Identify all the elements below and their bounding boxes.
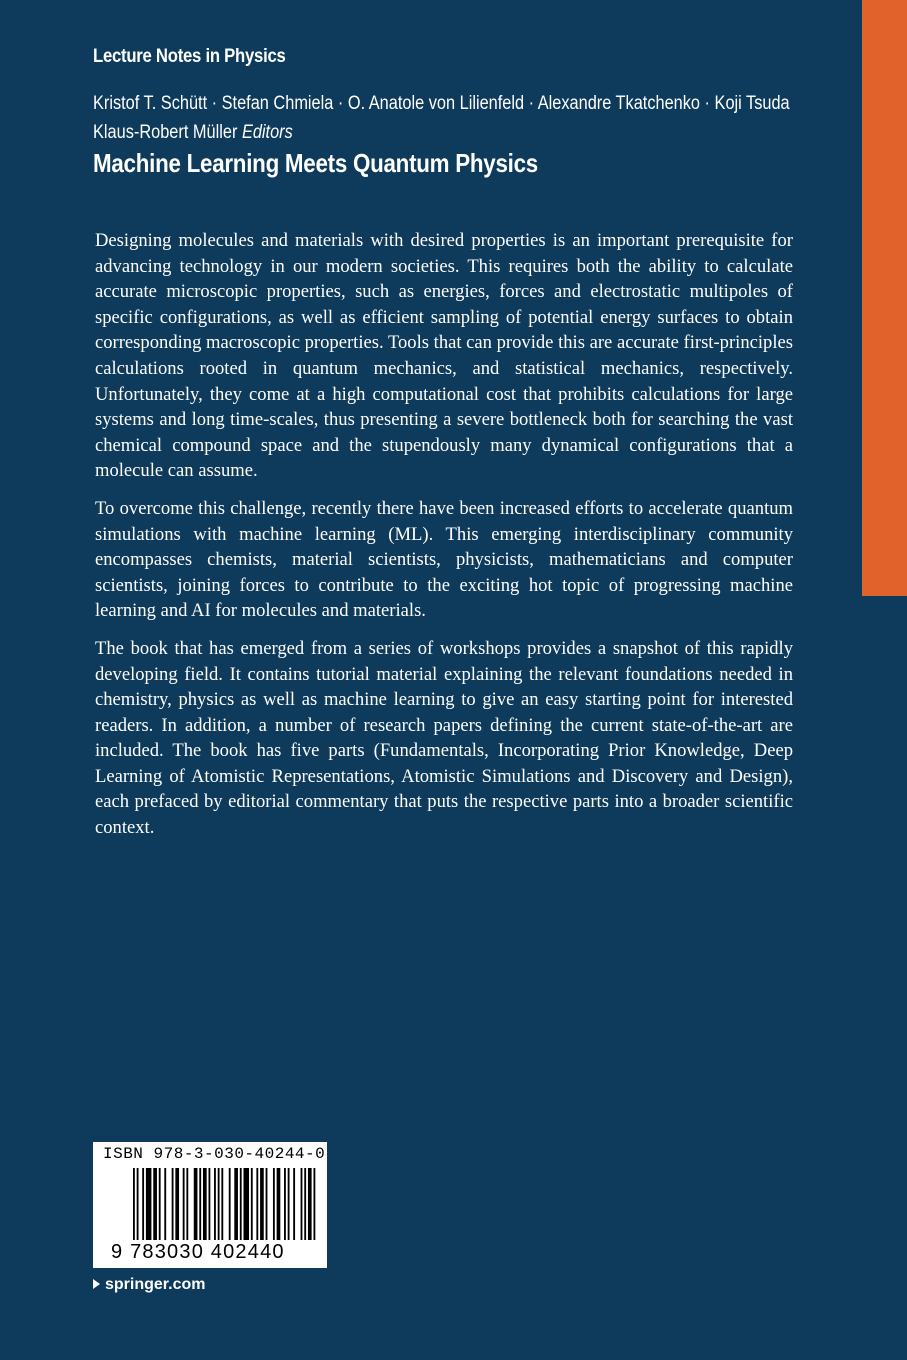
isbn-label: ISBN 978-3-030-40244-0 [103, 1145, 326, 1163]
book-title: Machine Learning Meets Quantum Physics [93, 148, 538, 178]
authors-line-2 [93, 118, 781, 147]
editors-list [93, 89, 790, 147]
barcode-icon [133, 1168, 319, 1240]
authors-line-1: Kristof T. Schütt · Stefan Chmiela · O. Anatole von Lilienfeld · Alexandre Tkatchenko · Koji Tsuda [93, 93, 790, 114]
orange-accent-bar [862, 0, 907, 596]
description-paragraph-3: The book that has emerged from a series of workshops provides a snapshot of this rapidly developing field. It contains tutorial material explaining the relevant foundations needed in chemistry, physics as well as machine learning to give an easy starting point for interested readers. In addition, a number of research papers defining the current state-of-the-art are included. The book has five parts (Fundamentals, Incorporating Prior Knowledge, Deep Learning of Atomistic Representations, Atomistic Simulations and Discovery and Design), each prefaced by editorial commentary that puts the respective parts into a broader scientific context. [95, 637, 793, 839]
isbn-barcode-block [93, 1142, 327, 1268]
editors-role-label: Editors [241, 122, 293, 143]
description-paragraph-2: To overcome this challenge, recently there have been increased efforts to accelerate quantum simulations with machine learning (ML). This emerging interdisciplinary community encompasses chemists, material scientists, physicists, mathematicians and computer scientists, joining forces to contribute to the exciting hot topic of progressing machine learning and AI for molecules and materials. [95, 497, 793, 622]
publisher-link[interactable] [93, 1276, 205, 1294]
publisher-link-text: springer.com [105, 1276, 206, 1293]
description-paragraph-1: Designing molecules and materials with desired properties is an important prerequisite for advancing technology in our modern societies. This requires both the ability to calculate accurate microscopic properties, such as energies, forces and electrostatic multipoles of specific configurations, as well as efficient sampling of potential energy surfaces to obtain corresponding macroscopic properties. Tools that can provide this are accurate first-principles calculations rooted in quantum mechanics, and statistical mechanics, respectively. Unfortunately, they come at a high computational cost that prohibits calculations for large systems and long time-scales, thus presenting a severe bottleneck both for searching the vast chemical compound space and the stupendously many dynamical configurations that a molecule can assume. [95, 230, 793, 482]
series-name: Lecture Notes in Physics [93, 46, 286, 67]
author-name-last: Klaus-Robert Müller [93, 122, 238, 143]
arrow-right-icon [93, 1279, 100, 1289]
book-description [95, 228, 793, 853]
ean-digits: 9 783030 402440 [111, 1241, 285, 1263]
